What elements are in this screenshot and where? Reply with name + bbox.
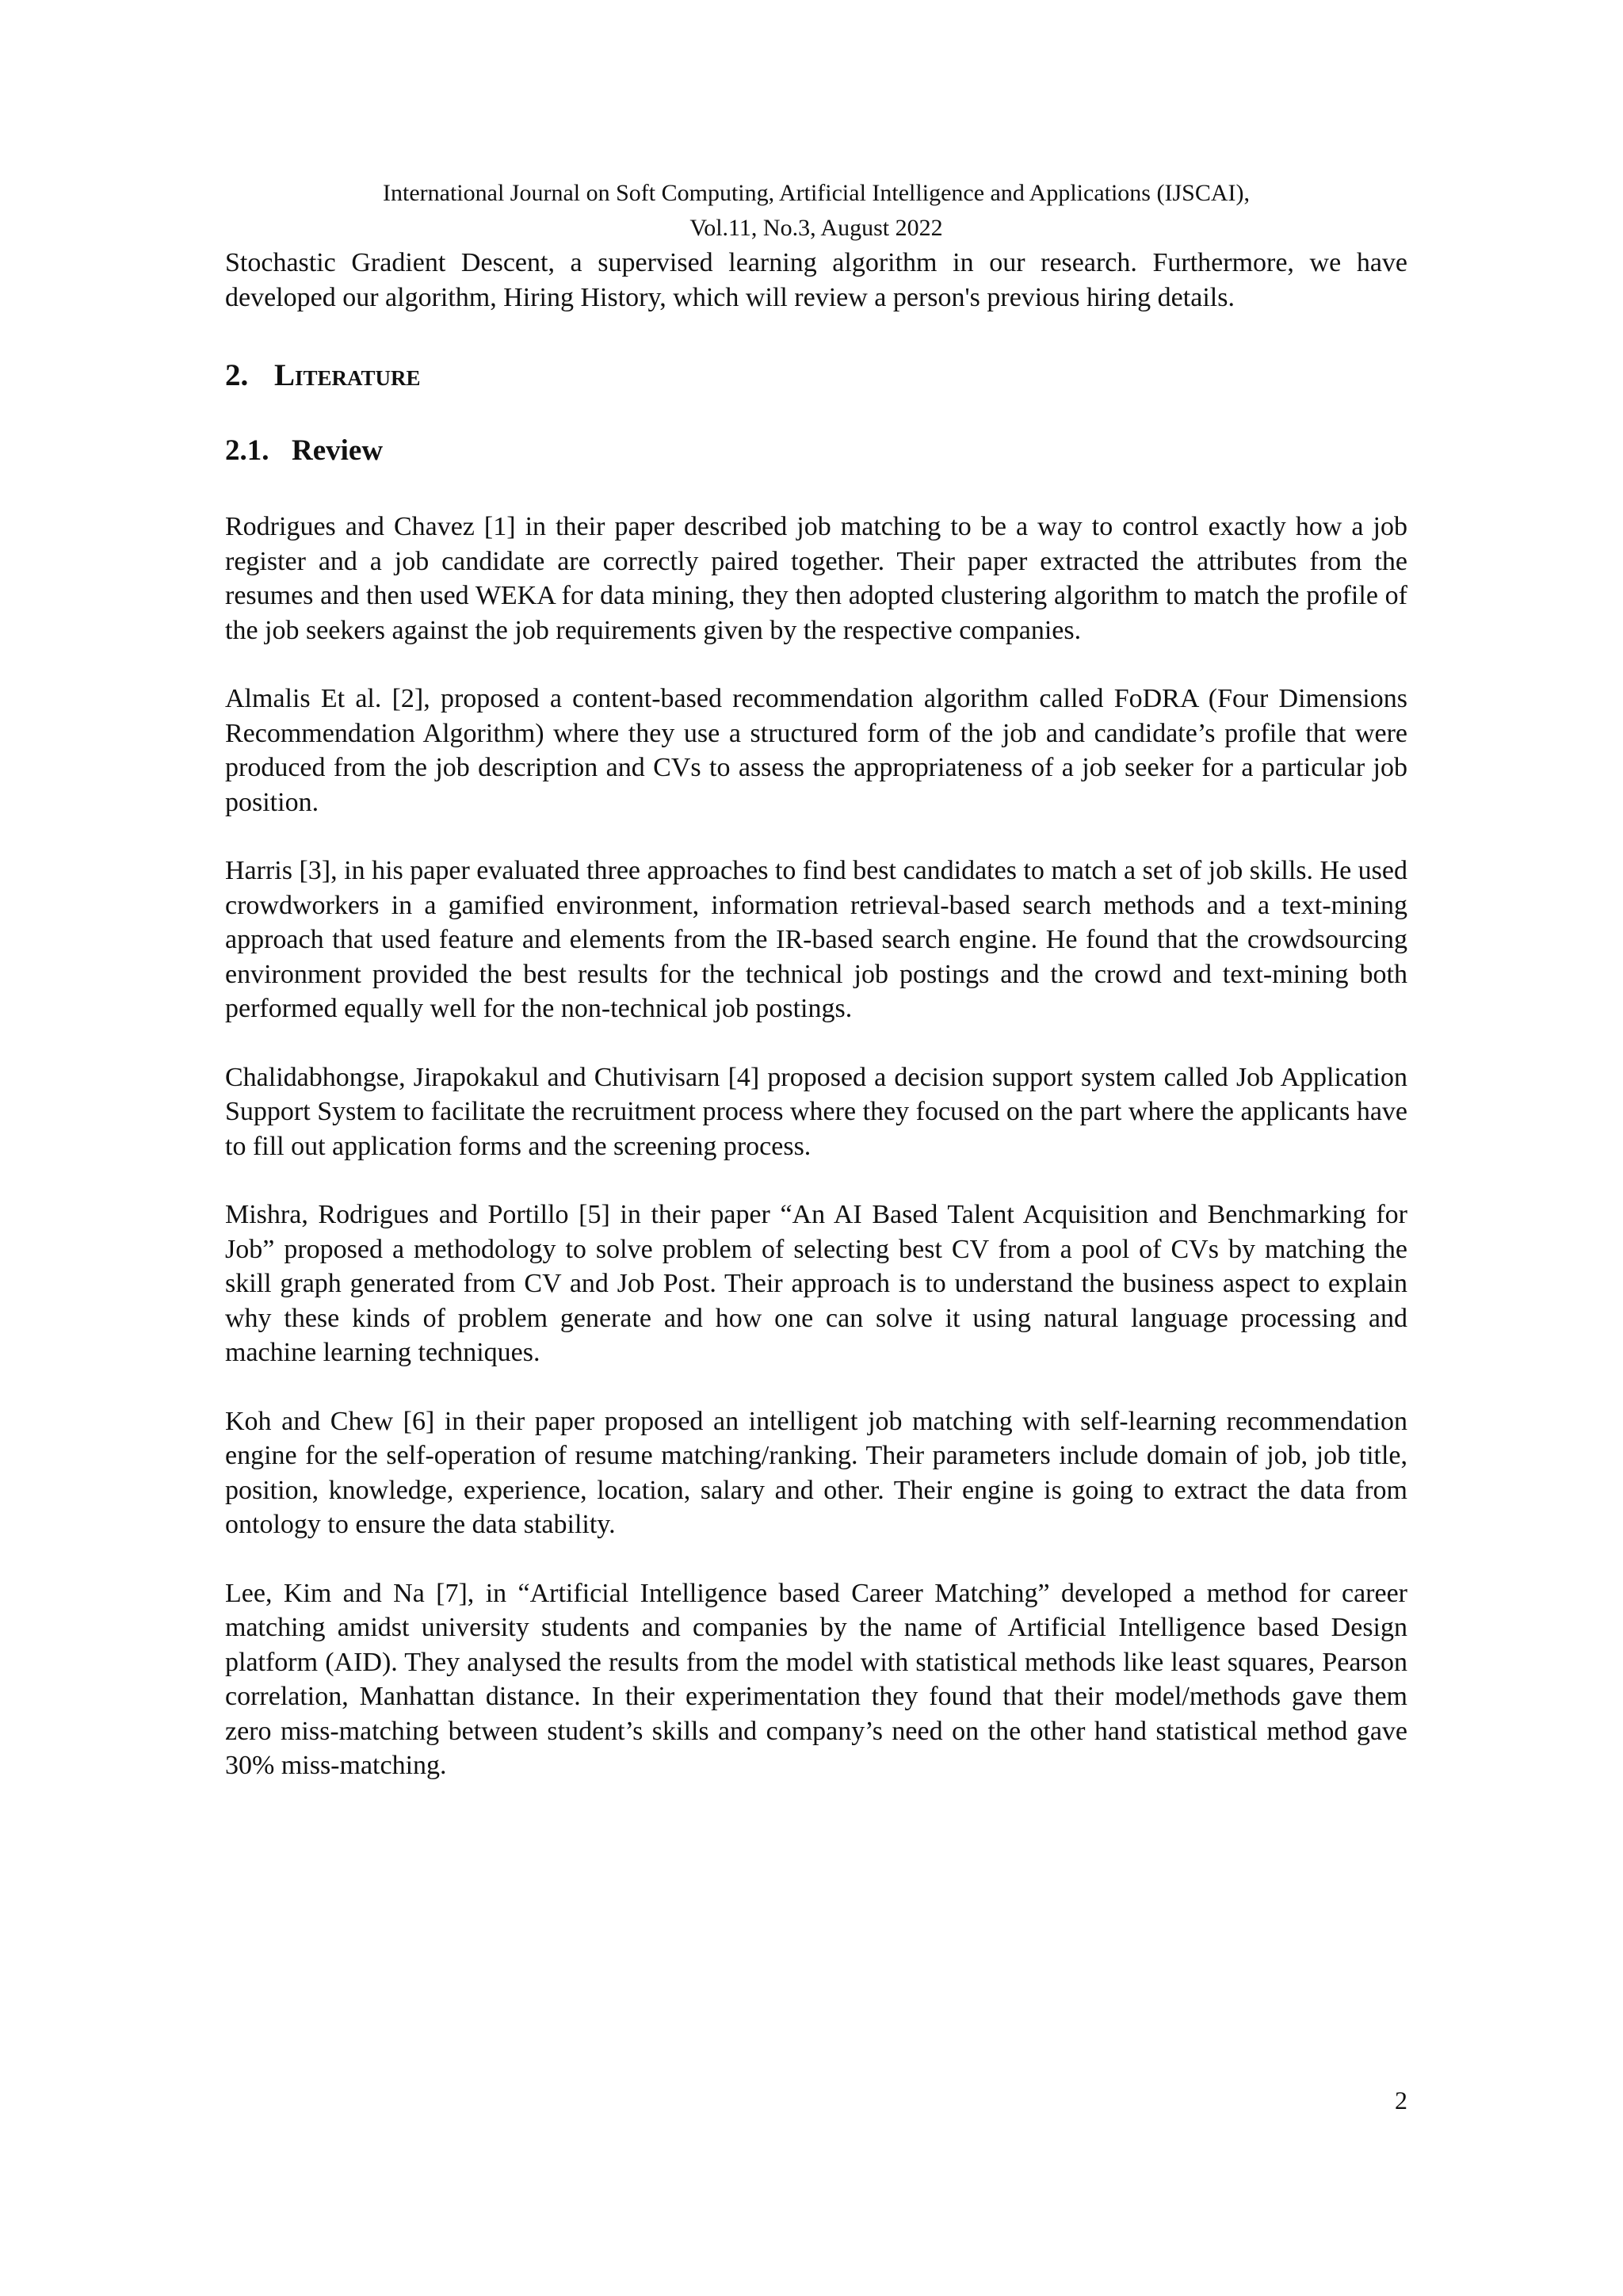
section-heading (225, 356, 1407, 395)
section-number: 2. (225, 358, 249, 392)
paragraph-rodrigues-chavez: Rodrigues and Chavez [1] in their paper described job matching to be a way to control exactly how a job register and a job candidate are correctly paired together. Their paper extracted the attributes from the resumes and then used WEKA for data mining, they then adopted clustering algorithm to match the profile of the job seekers against the job requirements given by the respective companies. (225, 512, 1407, 645)
paragraph-mishra: Mishra, Rodrigues and Portillo [5] in their paper “An AI Based Talent Acquisition and Benchmarking for Job” proposed a methodology to solve problem of selecting best CV from a pool of CVs by matching the skill graph generated from CV and Job Post. Their approach is to understand the business aspect to explain why these kinds of problem generate and how one can solve it using natural language processing and machine learning techniques. (225, 1200, 1407, 1367)
main-content (225, 246, 1407, 1783)
page-number: 2 (1395, 2086, 1407, 2115)
journal-header (225, 176, 1407, 246)
subsection-number: 2.1. (225, 434, 269, 467)
paragraph-koh-chew: Koh and Chew [6] in their paper proposed an intelligent job matching with self-learning recommendation engine for the self-operation of resume matching/ranking. Their parameters include domain of job, job title, position, knowledge, experience, location, salary and other. Their engine is going to extract the data from ontology to ensure the data stability. (225, 1406, 1407, 1539)
section-title: Literature (274, 358, 421, 392)
journal-header-line-1: International Journal on Soft Computing, Artificial Intelligence and Applications (IJSCAI), (383, 180, 1250, 206)
paragraph-lee-kim-na: Lee, Kim and Na [7], in “Artificial Intelligence based Career Matching” developed a method for career matching amidst university students and companies by the name of Artificial Intelligence based Design platform (AID). They analysed the results from the model with statistical methods like least squares, Pearson correlation, Manhattan distance. In their experimentation they found that their model/methods gave them zero miss-matching between student’s skills and company’s need on the other hand statistical method gave 30% miss-matching. (225, 1578, 1407, 1780)
subsection-title: Review (292, 434, 384, 467)
journal-header-line-2: Vol.11, No.3, August 2022 (689, 215, 943, 241)
paragraph-harris: Harris [3], in his paper evaluated three approaches to find best candidates to match a set of job skills. He used crowdworkers in a gamified environment, information retrieval-based search methods and a text-mining approach that used feature and elements from the IR-based search engine. He found that the crowdsourcing environment provided the best results for the technical job postings and the crowd and text-mining both performed equally well for the non-technical job postings. (225, 856, 1407, 1023)
intro-paragraph: Stochastic Gradient Descent, a supervised learning algorithm in our research. Furthermore, we have developed our algorithm, Hiring History, which will review a person's previous hiring details. (225, 248, 1407, 312)
subsection-heading (225, 432, 1407, 470)
paragraph-almalis: Almalis Et al. [2], proposed a content-based recommendation algorithm called FoDRA (Four Dimensions Recommendation Algorithm) where they use a structured form of the job and candidate’s profile that were produced from the job description and CVs to assess the appropriateness of a job seeker for a particular job position. (225, 684, 1407, 817)
paragraph-chalidabhongse: Chalidabhongse, Jirapokakul and Chutivisarn [4] proposed a decision support system called Job Application Support System to facilitate the recruitment process where they focused on the part where the applicants have to fill out application forms and the screening process. (225, 1062, 1407, 1161)
